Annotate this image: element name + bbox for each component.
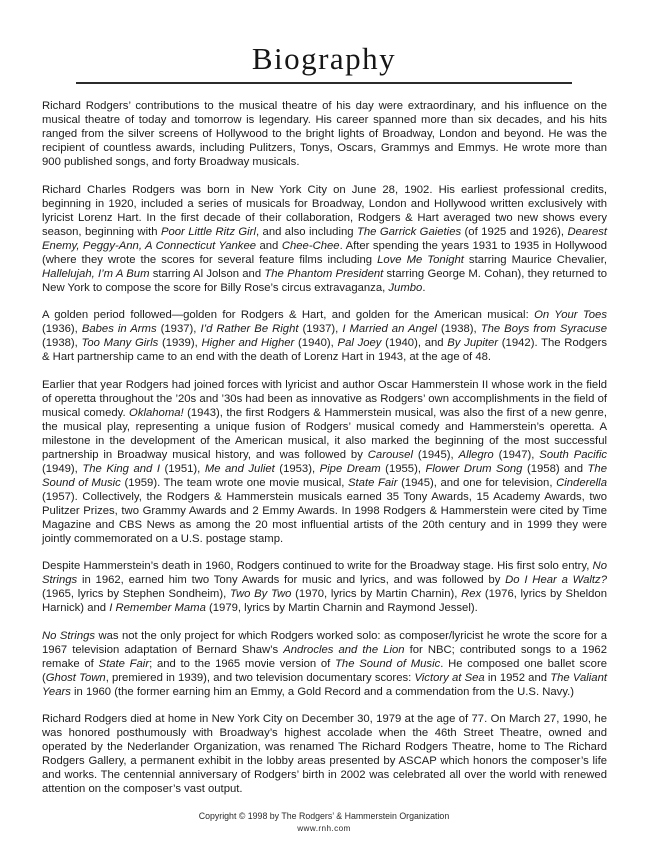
text-run: (1953), (274, 462, 320, 475)
text-run: (1940), (294, 337, 338, 350)
work-title: Two By Two (229, 588, 292, 601)
work-title: Higher and Higher (201, 337, 295, 350)
copyright-line: Copyright © 1998 by The Rodgers’ & Hammerstein Organization (198, 810, 450, 821)
text-run: (1976, lyrics by Sheldon Harnick) and (42, 588, 608, 615)
work-title: Dearest Enemy, Peggy-Ann, A Connecticut Yankee (42, 225, 608, 252)
text-run: Earlier that year Rodgers had joined forces with lyricist and author Oscar Hammerstein II whose work in the field of operetta throughout the ’20s and ’30s had been as innovative as Rodgers’ own accomplishments in the field of musical comedy. (42, 378, 607, 419)
work-title: Poor Little Ritz Girl (160, 225, 256, 238)
text-run: (1942). The Rodgers & Hart partnership came to an end with the death of Lorenz Hart in 1943, at the age of 48. (42, 337, 607, 364)
text-run: (1965, lyrics by Stephen Sondheim), (42, 588, 230, 601)
title-underline-rule (76, 82, 572, 84)
work-title: Do I Hear a Waltz? (505, 574, 607, 587)
work-title: No Strings (42, 560, 607, 587)
text-run: (1945), (412, 448, 459, 461)
work-title: State Fair (98, 657, 150, 670)
text-run: (of 1925 and 1926), (461, 225, 568, 238)
text-run: (1959). The team wrote one movie musical, (120, 476, 348, 489)
text-run: in 1960 (the former earning him an Emmy, a Gold Record and a commendation from the U.S. Navy.) (70, 685, 575, 698)
work-title: Too Many Girls (81, 337, 159, 350)
text-run: A golden period followed—golden for Rodgers & Hart, and golden for the American musical: (42, 309, 535, 322)
text-run: (1970, lyrics by Martin Charnin), (291, 588, 462, 601)
text-run: for NBC; contributed songs to a 1962 remake of (42, 643, 607, 670)
work-title: Babes in Arms (81, 323, 157, 336)
work-title: South Pacific (539, 448, 607, 461)
text-run: (1937), (298, 323, 343, 336)
text-run: Richard Rodgers died at home in New York City on December 30, 1979 at the age of 77. On March 27, 1990, he was honored posthumously with Broadway’s highest accolade when the 46th Street Theatre, owned and operated by the Nederlander Organization, was renamed The Richard Rodgers Theatre, home to The Richard Rodgers Gallery, a permanent exhibit in the lobby areas presented by ASCAP which honors the composer’s life and works. The centennial anniversary of Rodgers’ birth in 2002 was celebrated all over the world with renewed attention on the composer’s vast output. (42, 713, 607, 796)
paragraph-intro (42, 99, 607, 169)
paragraph-solo-broadway (42, 559, 607, 615)
text-run: (1938), (436, 323, 481, 336)
work-title: I Remember Mama (109, 602, 206, 615)
page-title: Biography (251, 41, 397, 76)
work-title: Carousel (367, 448, 413, 461)
text-run: Richard Charles Rodgers was born in New York City on June 28, 1902. His earliest professional credits, beginning in 1920, included a series of musicals for Broadway, London and Hollywood written exclusively with lyricist Lorenz Hart. In the first decade of their collaboration, Rodgers & Hart averaged two new shows every season, beginning with (42, 183, 607, 238)
text-run: . He composed one ballet score ( (42, 657, 607, 684)
paragraph-death-legacy (42, 712, 607, 796)
work-title: The Garrick Gaieties (356, 225, 462, 238)
text-run: ; and to the 1965 movie version of (149, 657, 336, 670)
text-run: was not the only project for which Rodgers worked solo: as composer/lyricist he wrote the score for a 1967 television adaptation of Bernard Shaw’s (42, 629, 607, 656)
text-run: in 1962, earned him two Tony Awards for music and lyrics, and was followed by (77, 574, 506, 587)
text-run: (1947), (493, 448, 540, 461)
text-run: (1951), (159, 462, 205, 475)
text-run: (1955), (380, 462, 426, 475)
text-run: in 1952 and (484, 671, 551, 684)
text-run: , and also including (255, 225, 357, 238)
text-run: (1979, lyrics by Martin Charnin and Raymond Jessel). (205, 602, 478, 615)
text-run: and (256, 239, 282, 252)
work-title: Oklahoma! (129, 406, 184, 419)
text-run: (1939), (158, 337, 202, 350)
work-title: The King and I (82, 462, 160, 475)
text-run: starring Al Jolson and (149, 267, 265, 280)
work-title: Flower Drum Song (425, 462, 523, 475)
document-footer (0, 810, 648, 835)
text-run: . After spending the years 1931 to 1935 in Hollywood (where they wrote the scores for several feature films including (42, 239, 607, 266)
work-title: The Valiant Years (42, 671, 607, 698)
text-run: (1938), (42, 337, 82, 350)
text-run: (1945), and one for television, (397, 476, 557, 489)
text-run: (1943), the first Rodgers & Hammerstein musical, was also the first of a new genre, the musical play, representing a unique fusion of Rodgers’ musical comedy and Hammerstein’s operetta. A milestone in the development of the American musical, it also marked the beginning of the most successful partnership in Broadway musical history, and was followed by (42, 406, 607, 461)
text-run: Despite Hammerstein’s death in 1960, Rodgers continued to write for the Broadway stage. His first solo entry, (42, 560, 593, 573)
work-title: Me and Juliet (204, 462, 275, 475)
text-run: (1940), and (381, 337, 448, 350)
document-body (42, 99, 607, 796)
text-run: (1936), (42, 323, 82, 336)
work-title: The Sound of Music (335, 657, 441, 670)
work-title: Victory at Sea (414, 671, 485, 684)
work-title: Love Me Tonight (377, 253, 464, 266)
work-title: Pipe Dream (319, 462, 381, 475)
text-run: (1937), (156, 323, 201, 336)
work-title: On Your Toes (534, 309, 607, 322)
text-run: . (422, 281, 426, 294)
work-title: I’d Rather Be Right (200, 323, 299, 336)
work-title: Ghost Town (45, 671, 106, 684)
work-title: State Fair (348, 476, 398, 489)
text-run: , premiered in 1939), and two television documentary scores: (105, 671, 415, 684)
text-run: starring Maurice Chevalier, (463, 253, 608, 266)
website-url: www.rnh.com (297, 823, 351, 833)
text-run: starring George M. Cohan), they returned to New York to compose the score for Billy Rose’s circus extravaganza, (42, 267, 607, 294)
work-title: Pal Joey (337, 337, 382, 350)
work-title: I Married an Angel (342, 323, 437, 336)
work-title: Rex (461, 588, 482, 601)
paragraph-golden-period (42, 308, 607, 364)
paragraph-solo-projects (42, 629, 607, 699)
work-title: The Sound of Music (42, 462, 607, 489)
paragraph-hammerstein-partnership (42, 378, 607, 546)
text-run: (1958) and (522, 462, 588, 475)
text-run: (1949), (42, 462, 83, 475)
work-title: Cinderella (556, 476, 607, 489)
work-title: Hallelujah, I’m A Bum (42, 267, 150, 280)
document-header (0, 0, 648, 84)
work-title: The Boys from Syracuse (480, 323, 607, 336)
work-title: Androcles and the Lion (283, 643, 405, 656)
work-title: Allegro (458, 448, 494, 461)
text-run: Richard Rodgers’ contributions to the musical theatre of his day were extraordinary, and his influence on the musical theatre of today and tomorrow is legendary. His career spanned more than six decades, and his hits ranged from the silver screens of Hollywood to the bright lights of Broadway, London and beyond. He was the recipient of countless awards, including Pulitzers, Tonys, Oscars, Grammys and Emmys. He wrote more than 900 published songs, and forty Broadway musicals. (42, 100, 607, 169)
paragraph-early-career (42, 183, 607, 295)
text-run: (1957). Collectively, the Rodgers & Hammerstein musicals earned 35 Tony Awards, 15 Academy Awards, two Pulitzer Prizes, two Grammy Awards and 2 Emmy Awards. In 1998 Rodgers & Hammerstein were cited by Time Magazine and CBS News as among the 20 most influential artists of the 20th century and in 1999 they were jointly commemorated on a U.S. postage stamp. (42, 490, 607, 545)
work-title: Chee-Chee (281, 239, 340, 252)
work-title: No Strings (42, 629, 96, 642)
work-title: The Phantom President (264, 267, 384, 280)
work-title: Jumbo (388, 281, 423, 294)
work-title: By Jupiter (447, 337, 499, 350)
